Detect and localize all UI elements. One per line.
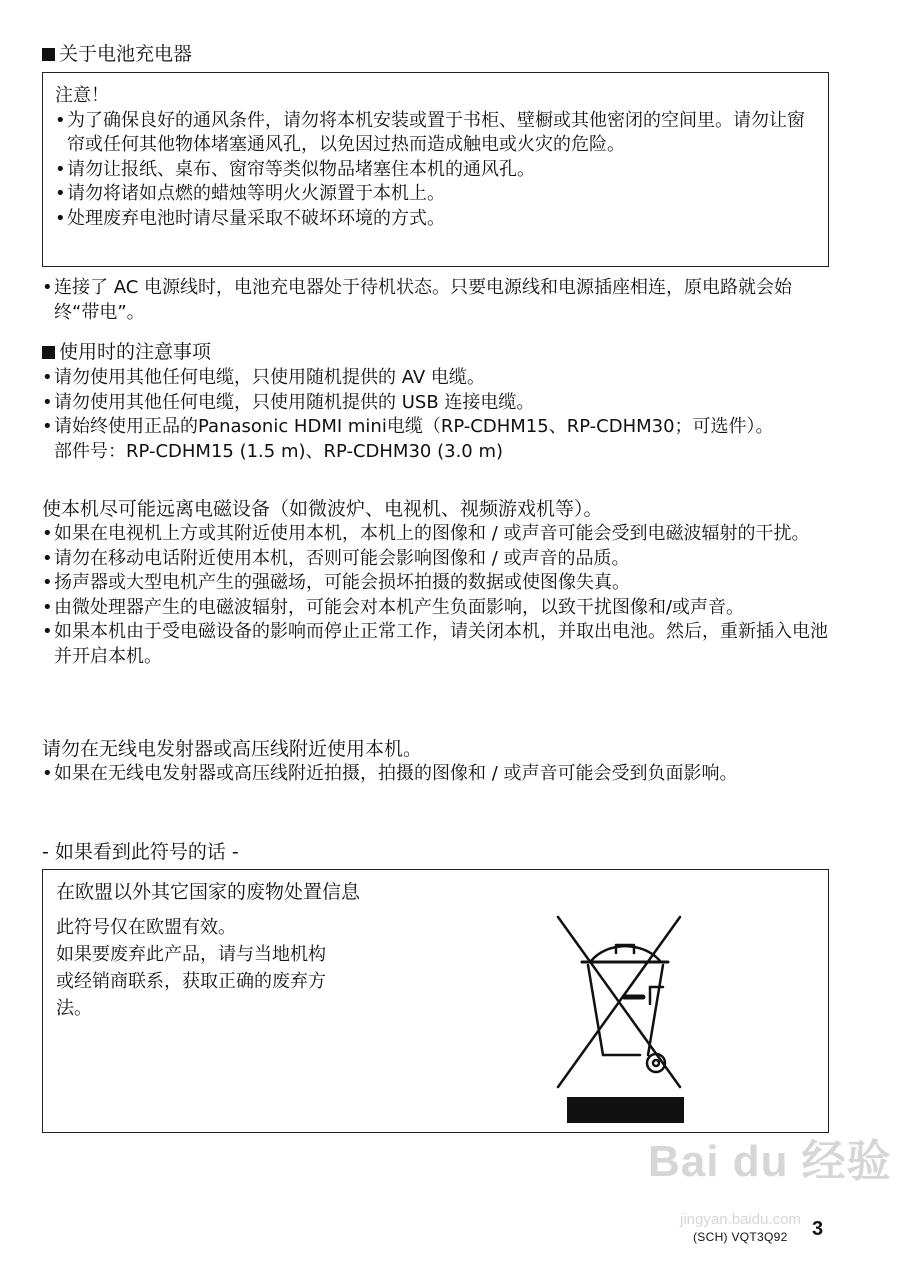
square-bullet-icon <box>42 346 55 359</box>
watermark-url: jingyan.baidu.com <box>680 1211 801 1228</box>
usage-item: • 请勿使用其他任何电缆，只使用随机提供的 USB 连接电缆。 <box>42 391 832 416</box>
em-title: 使本机尽可能远离电磁设备（如微波炉、电视机、视频游戏机等）。 <box>42 498 603 520</box>
usage-title-text: 使用时的注意事项 <box>59 341 212 363</box>
disposal-title: 在欧盟以外其它国家的废物处置信息 <box>56 881 361 903</box>
disposal-line: 或经销商联系，获取正确的废弃方 <box>56 971 326 992</box>
charger-note-list <box>42 276 832 325</box>
radio-list <box>42 762 842 787</box>
disposal-line: 此符号仅在欧盟有效。 <box>56 917 236 938</box>
disposal-line: 法。 <box>56 998 92 1019</box>
doc-code: (SCH) VQT3Q92 <box>693 1230 788 1244</box>
charger-section-title <box>42 41 192 67</box>
watermark-logo: Bai du 经验 <box>648 1137 892 1186</box>
caution-title: 注意！ <box>55 85 109 106</box>
em-list <box>42 522 842 669</box>
disposal-text <box>56 914 436 1022</box>
usage-block <box>42 366 832 464</box>
disposal-line: 如果要废弃此产品，请与当地机构 <box>56 944 326 965</box>
radio-title: 请勿在无线电发射器或高压线附近使用本机。 <box>42 738 423 760</box>
caution-list <box>55 109 817 232</box>
radio-item: • 如果在无线电发射器或高压线附近拍摄，拍摄的图像和 / 或声音可能会受到负面影响。 <box>42 762 842 787</box>
part-number: 部件号：RP-CDHM15 (1.5 m)、RP-CDHM30 (3.0 m) <box>54 440 504 462</box>
em-item: • 请勿在移动电话附近使用本机，否则可能会影响图像和 / 或声音的品质。 <box>42 547 842 572</box>
charger-title-text: 关于电池充电器 <box>59 43 193 65</box>
caution-item: • 处理废弃电池时请尽量采取不破坏环境的方式。 <box>55 207 817 232</box>
page-number: 3 <box>812 1218 824 1240</box>
em-item: • 扬声器或大型电机产生的强磁场，可能会损坏拍摄的数据或使图像失真。 <box>42 571 842 596</box>
usage-section-title <box>42 339 211 365</box>
em-item: • 如果本机由于受电磁设备的影响而停止正常工作，请关闭本机，并取出电池。然后，重新插入电池并开启本机。 <box>42 620 842 669</box>
square-bullet-icon <box>42 48 55 61</box>
usage-item: • 请始终使用正品的Panasonic HDMI mini电缆（RP-CDHM15、RP-CDHM30；可选件）。 <box>42 415 832 440</box>
charger-note: • 连接了 AC 电源线时，电池充电器处于待机状态。只要电源线和电源插座相连，原电路就会始终“带电”。 <box>42 276 832 325</box>
symbol-heading: - 如果看到此符号的话 - <box>42 841 239 863</box>
caution-box <box>42 72 829 267</box>
radio-block <box>42 736 842 787</box>
em-item: • 由微处理器产生的电磁波辐射，可能会对本机产生负面影响，以致干扰图像和/或声音。 <box>42 596 842 621</box>
em-item: • 如果在电视机上方或其附近使用本机，本机上的图像和 / 或声音可能会受到电磁波辐射的干扰。 <box>42 522 842 547</box>
caution-item: • 为了确保良好的通风条件，请勿将本机安装或置于书柜、壁橱或其他密闭的空间里。请勿让窗帘或任何其他物体堵塞通风孔，以免因过热而造成触电或火灾的危险。 <box>55 109 817 158</box>
caution-item: • 请勿让报纸、桌布、窗帘等类似物品堵塞住本机的通风孔。 <box>55 158 817 183</box>
usage-item: • 请勿使用其他任何电缆，只使用随机提供的 AV 电缆。 <box>42 366 832 391</box>
em-block <box>42 496 842 669</box>
disposal-box <box>42 869 829 1133</box>
crossed-out-wheelie-bin-icon <box>548 899 698 1129</box>
caution-item: • 请勿将诸如点燃的蜡烛等明火火源置于本机上。 <box>55 182 817 207</box>
usage-list <box>42 366 832 440</box>
